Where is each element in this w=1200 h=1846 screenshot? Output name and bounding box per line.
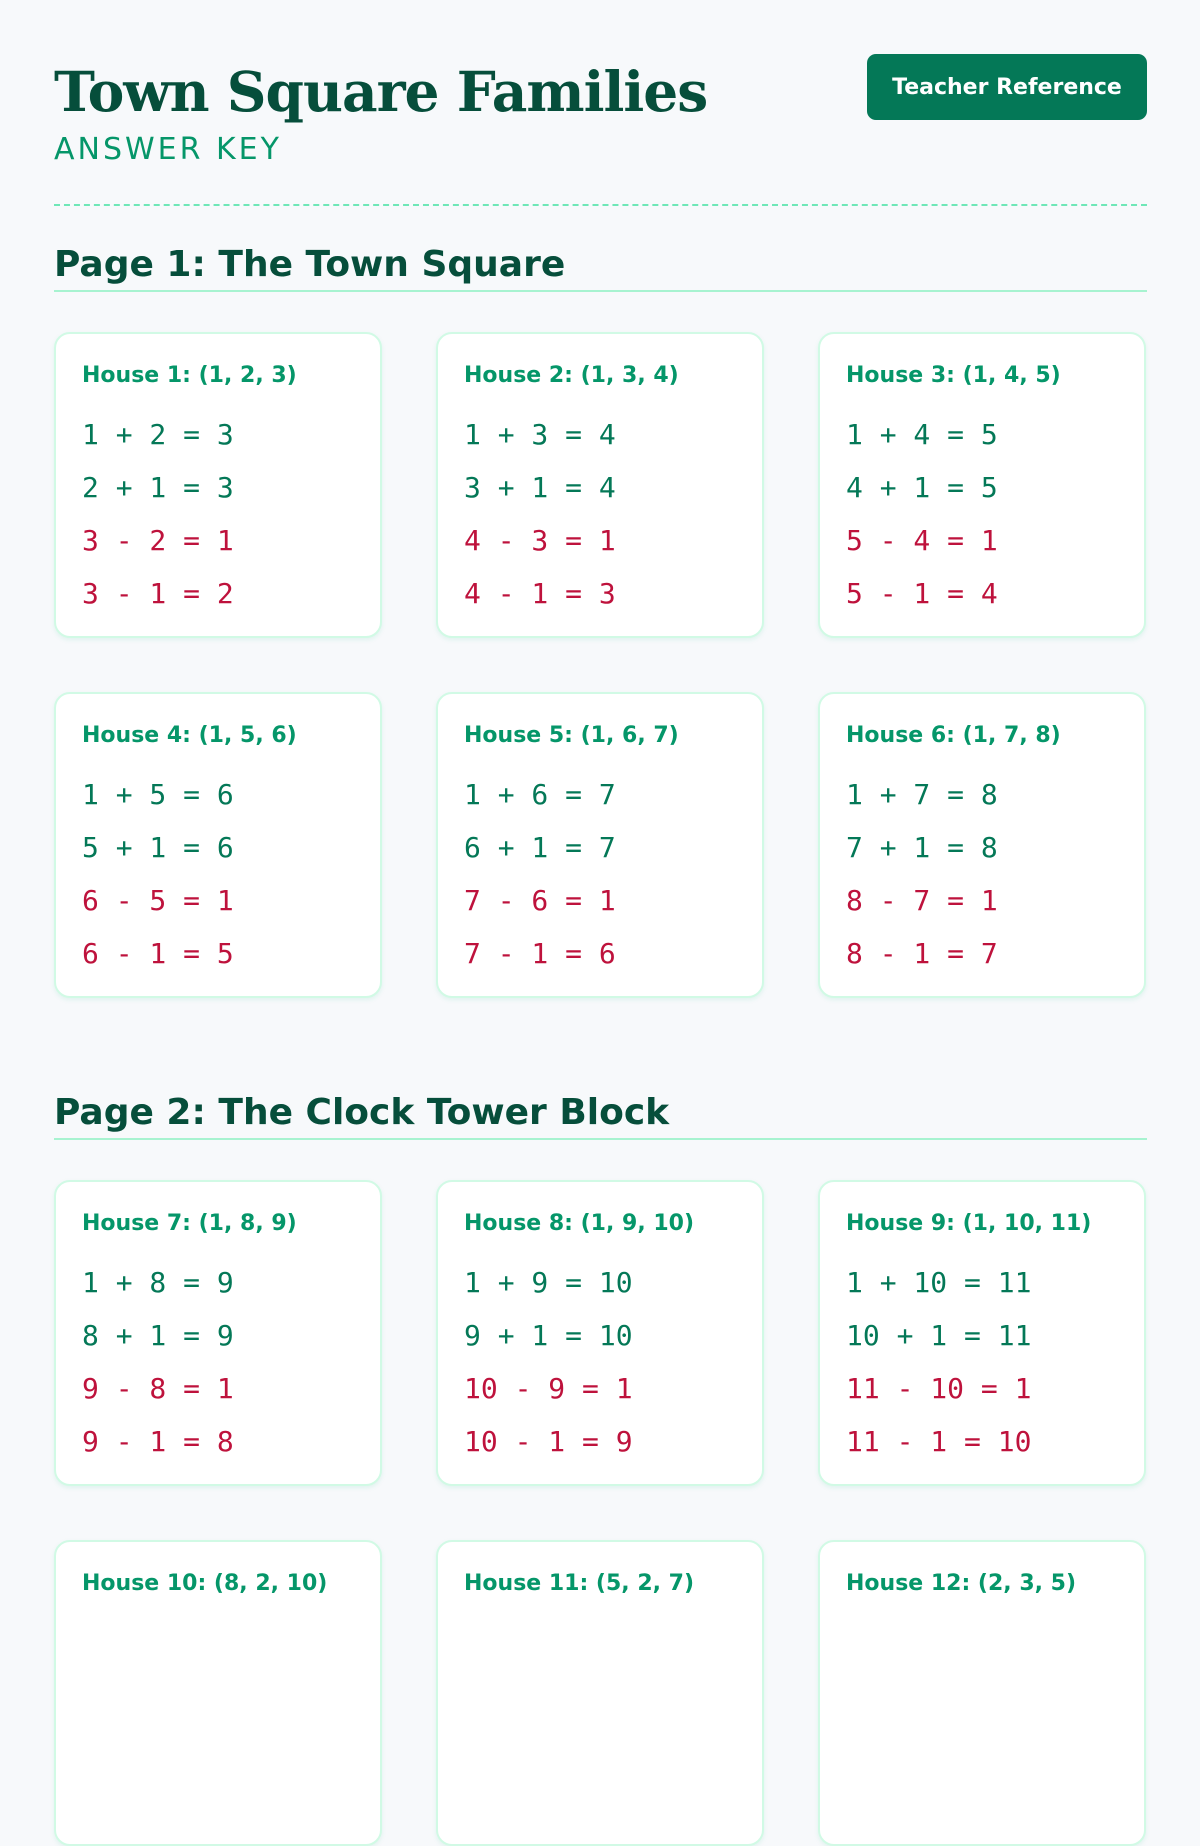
subtraction-equation: 4 - 3 = 1 [464,524,616,557]
house-card [818,1540,1146,1846]
house-label: House 12: (2, 3, 5) [846,1571,1077,1596]
house-card [54,1540,382,1846]
addition-equation: 2 + 1 = 3 [82,471,234,504]
house-card [818,332,1146,638]
house-label: House 1: (1, 2, 3) [82,363,297,388]
subtraction-equation: 3 - 1 = 2 [82,577,234,610]
house-label: House 11: (5, 2, 7) [464,1571,695,1596]
addition-equation: 1 + 3 = 4 [464,418,616,451]
subtraction-equation: 6 - 1 = 5 [82,937,234,970]
subtraction-equation: 8 - 1 = 7 [846,937,998,970]
subtraction-equation: 7 - 1 = 6 [464,937,616,970]
house-label: House 5: (1, 6, 7) [464,723,679,748]
house-card [818,692,1146,998]
house-label: House 8: (1, 9, 10) [464,1211,695,1236]
section-page-1 [54,240,1147,998]
subtraction-equation: 9 - 8 = 1 [82,1372,234,1405]
section-page-2 [54,1088,1147,1846]
addition-equation: 9 + 1 = 10 [464,1319,633,1352]
addition-equation: 10 + 1 = 11 [846,1319,1032,1352]
teacher-reference-button[interactable]: Teacher Reference [867,54,1147,120]
house-label: House 7: (1, 8, 9) [82,1211,297,1236]
page-subtitle: ANSWER KEY [54,132,282,167]
addition-equation: 8 + 1 = 9 [82,1319,234,1352]
house-label: House 6: (1, 7, 8) [846,723,1061,748]
house-card [54,1180,382,1486]
house-label: House 4: (1, 5, 6) [82,723,297,748]
house-card [818,1180,1146,1486]
house-label: House 2: (1, 3, 4) [464,363,679,388]
addition-equation: 1 + 2 = 3 [82,418,234,451]
house-card [54,692,382,998]
answer-key-page [54,0,1147,1596]
house-card [436,1180,764,1486]
page-title: Town Square Families [54,59,708,124]
subtraction-equation: 3 - 2 = 1 [82,524,234,557]
page-header [54,0,1147,206]
addition-equation: 1 + 5 = 6 [82,778,234,811]
subtraction-equation: 9 - 1 = 8 [82,1425,234,1458]
subtraction-equation: 6 - 5 = 1 [82,884,234,917]
subtraction-equation: 4 - 1 = 3 [464,577,616,610]
house-grid [54,1180,1147,1846]
addition-equation: 4 + 1 = 5 [846,471,998,504]
subtraction-equation: 11 - 1 = 10 [846,1425,1032,1458]
subtraction-equation: 10 - 1 = 9 [464,1425,633,1458]
section-title: Page 2: The Clock Tower Block [54,1088,1147,1140]
addition-equation: 5 + 1 = 6 [82,831,234,864]
addition-equation: 1 + 7 = 8 [846,778,998,811]
house-card [54,332,382,638]
house-card [436,1540,764,1846]
house-label: House 3: (1, 4, 5) [846,363,1061,388]
addition-equation: 6 + 1 = 7 [464,831,616,864]
house-card [436,332,764,638]
addition-equation: 1 + 6 = 7 [464,778,616,811]
house-card [436,692,764,998]
addition-equation: 3 + 1 = 4 [464,471,616,504]
subtraction-equation: 7 - 6 = 1 [464,884,616,917]
subtraction-equation: 10 - 9 = 1 [464,1372,633,1405]
subtraction-equation: 11 - 10 = 1 [846,1372,1032,1405]
house-label: House 10: (8, 2, 10) [82,1571,328,1596]
addition-equation: 1 + 10 = 11 [846,1266,1032,1299]
addition-equation: 7 + 1 = 8 [846,831,998,864]
subtraction-equation: 8 - 7 = 1 [846,884,998,917]
house-grid [54,332,1147,998]
addition-equation: 1 + 4 = 5 [846,418,998,451]
subtraction-equation: 5 - 1 = 4 [846,577,998,610]
addition-equation: 1 + 9 = 10 [464,1266,633,1299]
subtraction-equation: 5 - 4 = 1 [846,524,998,557]
section-title: Page 1: The Town Square [54,240,1147,292]
addition-equation: 1 + 8 = 9 [82,1266,234,1299]
house-label: House 9: (1, 10, 11) [846,1211,1092,1236]
